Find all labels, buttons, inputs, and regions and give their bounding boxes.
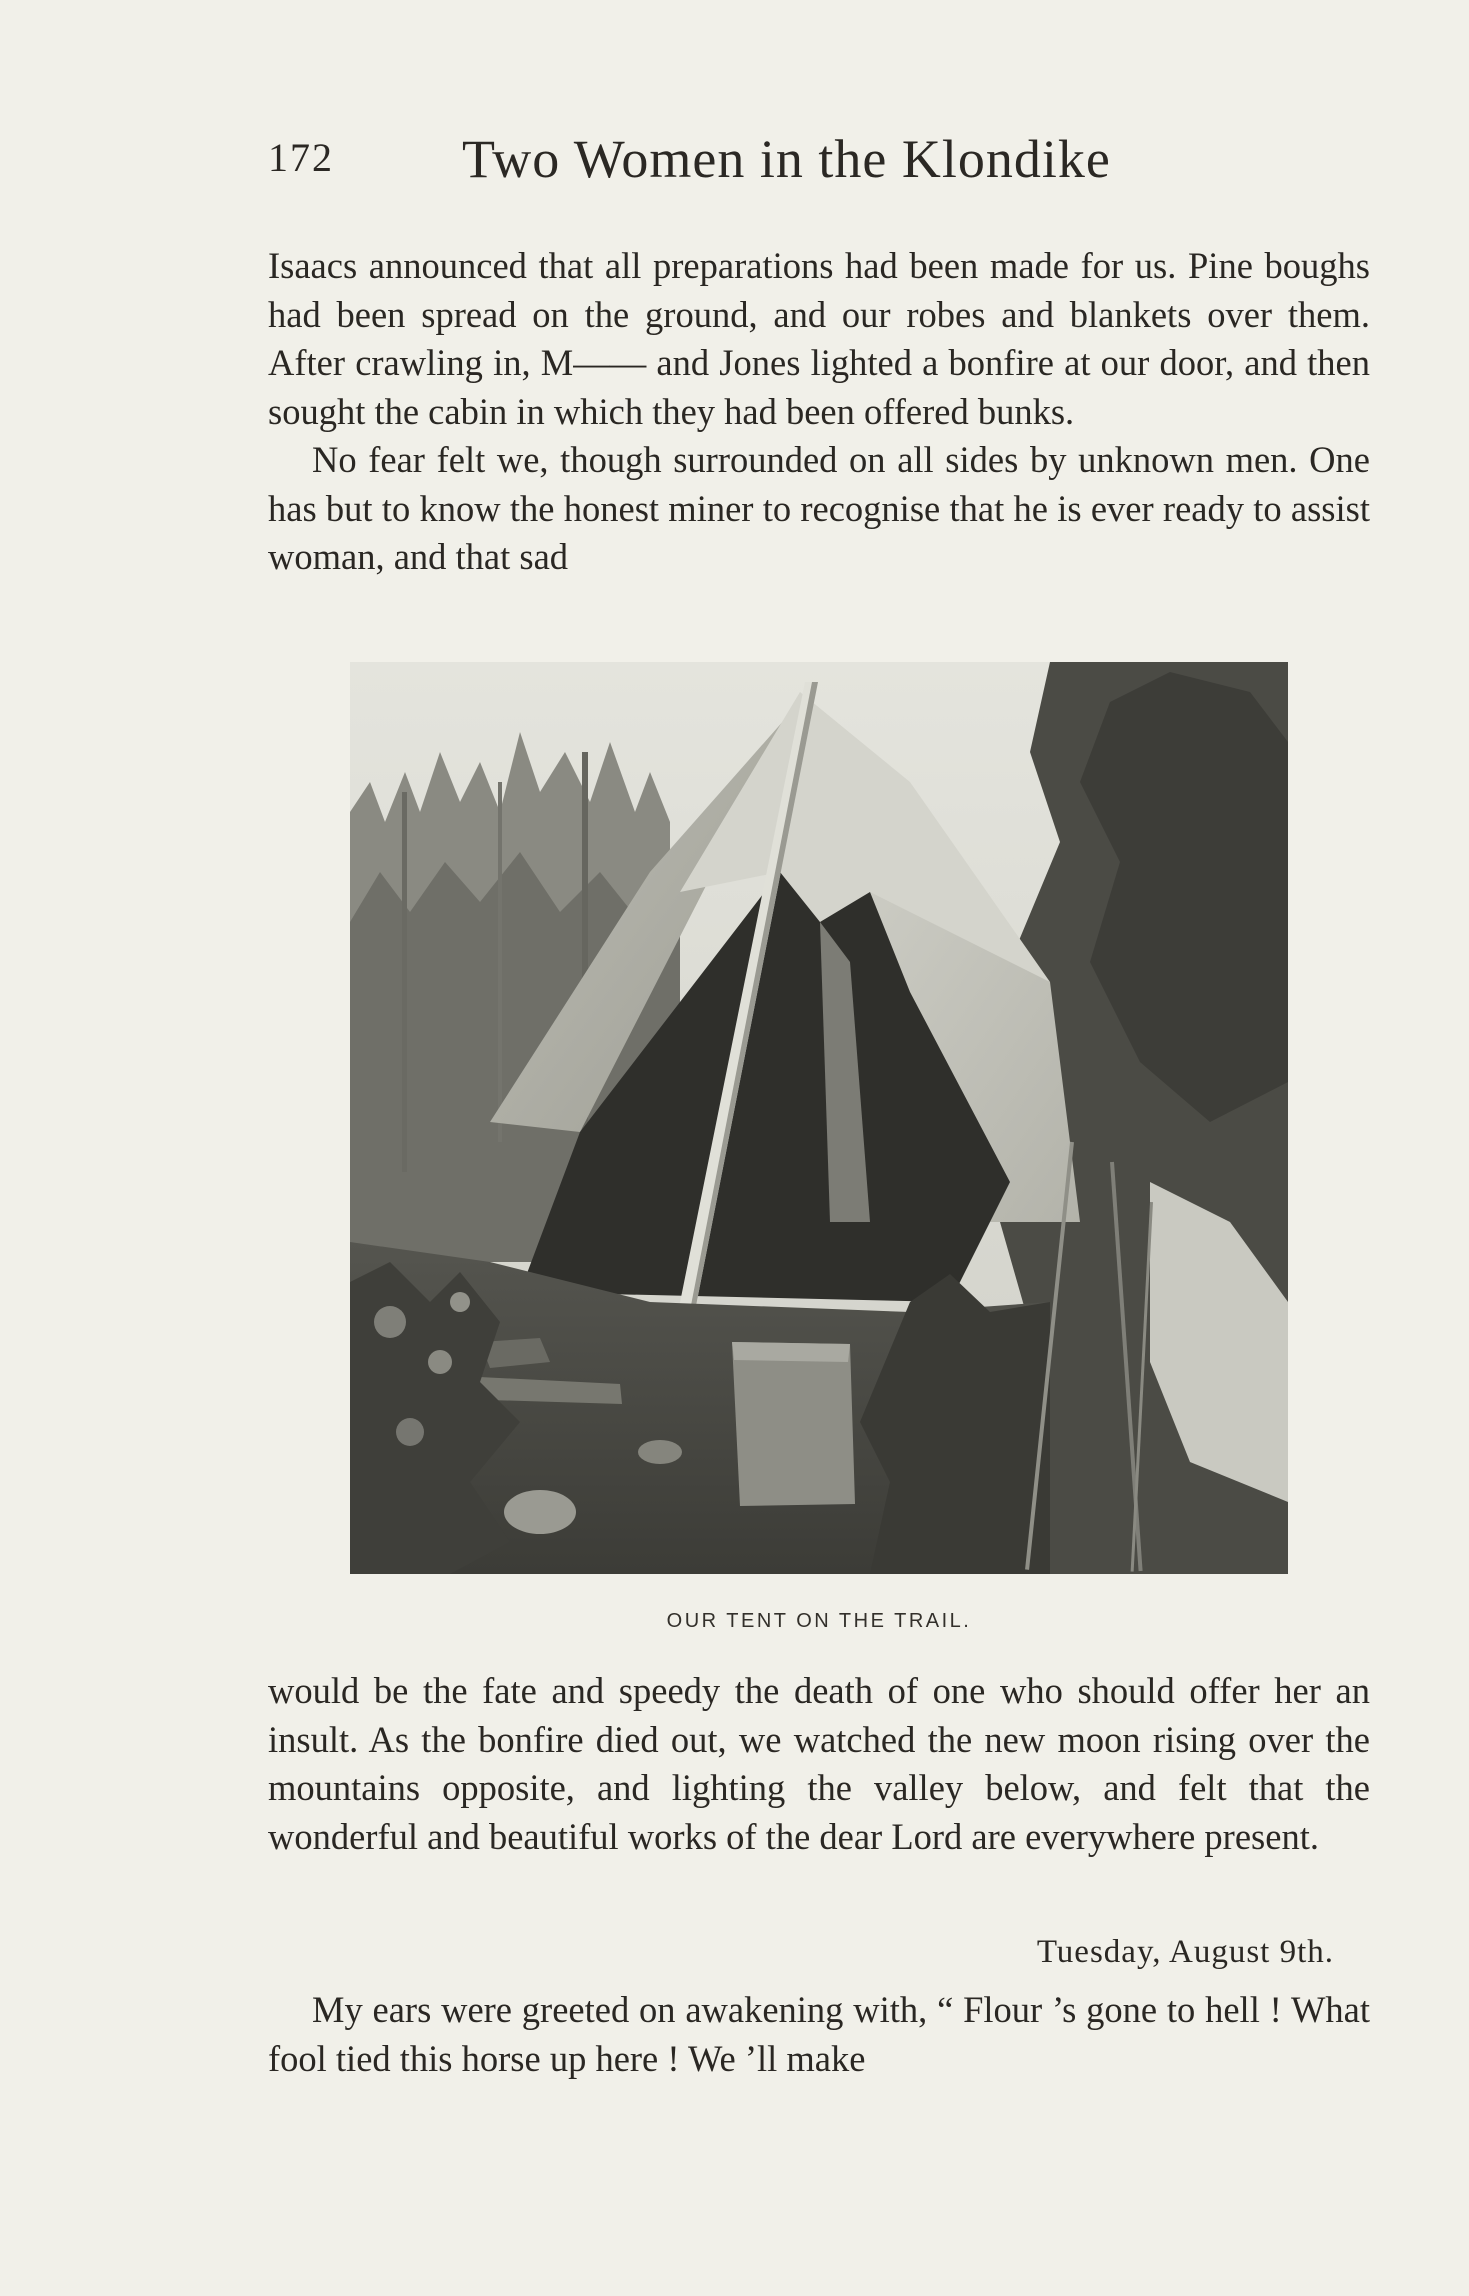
paragraph-continued: Isaacs announced that all preparations had been made for us. Pine boughs had been spread on the ground, and our robes and blankets over them. After crawling in, M—— and Jones lighted a bonfire at our door, and then sought the cabin in which they had been offered bunks. <box>268 245 1370 432</box>
tent-photograph <box>350 662 1288 1574</box>
paragraph: My ears were greeted on awakening with, “ Flour ’s gone to hell ! What fool tied this horse up here ! We ’ll make <box>268 1989 1370 2079</box>
upper-text-block <box>268 242 1370 582</box>
photo-caption: OUR TENT ON THE TRAIL. <box>666 1610 972 1632</box>
paragraph-continued: would be the fate and speedy the death of one who should offer her an insult. As the bonfire died out, we watched the new moon rising over the mountains opposite, and lighting the valley below, and felt that the wonderful and beautiful works of the dear Lord are everywhere present. <box>268 1670 1370 1857</box>
page-number: 172 <box>268 135 334 180</box>
running-head <box>268 128 1198 198</box>
tent-photo-illustration <box>350 662 1288 1574</box>
final-text-block <box>268 1986 1370 2083</box>
running-title: Two Women in the Klondike <box>462 129 1111 189</box>
diary-dateline: Tuesday, August 9th. <box>1036 1934 1334 1970</box>
paragraph: No fear felt we, though surrounded on all sides by unknown men. One has but to know the honest miner to recognise that he is ever ready to assist woman, and that sad <box>268 439 1370 577</box>
lower-text-block <box>268 1667 1370 1861</box>
